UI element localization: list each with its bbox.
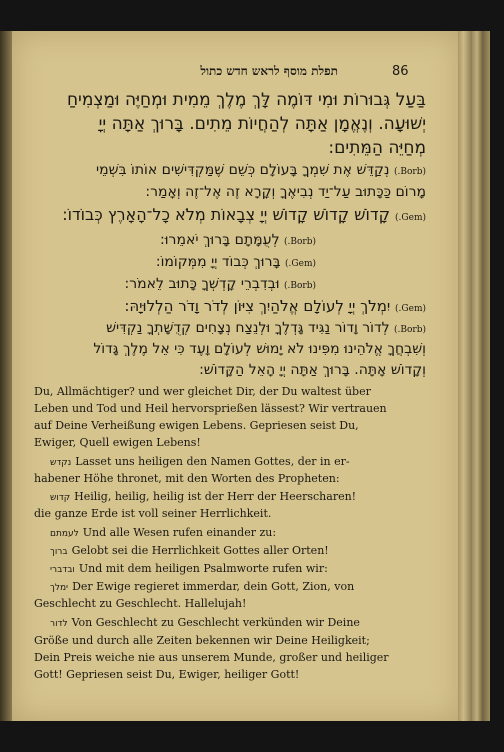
- german-line: Leben und Tod und Heil hervorsprießen lässest? Wir vertrauen: [34, 402, 387, 415]
- german-line: Du, Allmächtiger? und wer gleichet Dir, der Du waltest über: [34, 385, 371, 398]
- german-line: ברוך Gelobt sei die Herrlichkeit Gottes aller Orten!: [50, 544, 329, 557]
- hebrew-line: (Borb.) לְדוֹר וָדוֹר נַגִּיד גָּדְלֶךָ וּלְנֵצַח נְצָחִים קְדֻשָּׁתְךָ נַקְדִּישׁ: [106, 320, 426, 336]
- hebrew-line: (Gem.) בָּרוּךְ כְּבוֹד יְיָ מִמְּקוֹמוֹ:: [155, 254, 316, 270]
- german-line: Geschlecht zu Geschlecht. Hallelujah!: [34, 597, 247, 610]
- hebrew-line: בַּעַל גְּבוּרוֹת וּמִי דּוֹמֶה לָּךְ מֶלֶךְ מֵמִית וּמְחַיֶּה וּמַצְמִיחַ: [66, 90, 426, 110]
- hebrew-line: (Borb.) לְעֻמָּתָם בָּרוּךְ יֹאמֵרוּ:: [160, 232, 316, 248]
- german-line: Größe und durch alle Zeiten bekennen wir Deine Heiligkeit;: [34, 634, 370, 647]
- page-number: 86: [392, 64, 409, 79]
- german-line: ובדברי Und mit dem heiligen Psalmworte rufen wir:: [50, 562, 328, 575]
- german-line: לעמתם Und alle Wesen rufen einander zu:: [50, 526, 277, 539]
- hebrew-line: וְשִׁבְחֲךָ אֱלֹהֵינוּ מִפִּינוּ לֹא יָמוּשׁ לְעוֹלָם וָעֶד כִּי אֵל מֶלֶךְ גָּדוֹל: [93, 341, 426, 357]
- hebrew-line: יְשׁוּעָה. וְנֶאֱמָן אַתָּה לְהַחֲיוֹת מֵתִים. בָּרוּךְ אַתָּה יְיָ: [98, 114, 426, 134]
- hebrew-line: מְחַיֵּה הַמֵּתִים:: [328, 138, 426, 158]
- german-line: Gott! Gepriesen seist Du, Ewiger, heiliger Gott!: [34, 668, 300, 681]
- german-line: לדור Von Geschlecht zu Geschlecht verkünden wir Deine: [50, 616, 360, 629]
- hebrew-line: (Borb.) וּבְדִבְרֵי קָדְשְׁךָ כָּתוּב לֵאמֹר:: [124, 276, 316, 292]
- reader-label: (Gem.): [285, 259, 316, 269]
- page-edge: [458, 31, 472, 721]
- german-line: auf Deine Verheißung ewigen Lebens. Gepriesen seist Du,: [34, 419, 359, 432]
- page-header: [30, 64, 430, 82]
- reader-label: (Gem.): [395, 304, 426, 314]
- hebrew-catchword: לדור: [50, 619, 68, 629]
- german-line: נקדש Lasset uns heiligen den Namen Gottes, der in er-: [50, 455, 350, 468]
- hebrew-catchword: לעמתם: [50, 529, 79, 539]
- german-line: habener Höhe thronet, mit den Worten des Propheten:: [34, 472, 340, 485]
- reader-label: (Gem.): [395, 213, 426, 223]
- hebrew-line: מָרוֹם כַּכָּתוּב עַל־יַד נְבִיאֶךָ וְקָרָא זֶה אֶל־זֶה וְאָמַר:: [145, 184, 426, 200]
- reader-label: (Borb.): [284, 281, 316, 291]
- hebrew-catchword: קדוש: [50, 493, 71, 503]
- running-head: תפלת מוסף לראש חדש כתול: [200, 64, 338, 78]
- german-line: ימלך Der Ewige regieret immerdar, dein Gott, Zion, von: [50, 580, 355, 593]
- hebrew-catchword: ברוך: [50, 547, 68, 557]
- hebrew-line: (Gem.) יִמְלֹךְ יְיָ לְעוֹלָם אֱלֹהַיִךְ צִיּוֹן לְדֹר וָדֹר הַלְלוּיָהּ:: [124, 297, 426, 315]
- german-line: die ganze Erde ist voll seiner Herrlichkeit.: [34, 507, 272, 520]
- page-edge: [472, 31, 482, 721]
- german-line: Ewiger, Quell ewigen Lebens!: [34, 436, 201, 449]
- german-line: Dein Preis weiche nie aus unserem Munde, großer und heiliger: [34, 651, 389, 664]
- hebrew-catchword: ימלך: [50, 583, 69, 593]
- german-line: קדוש Heilig, heilig, heilig ist der Herr der Heerscharen!: [50, 490, 357, 503]
- book-spine-shadow: [0, 31, 12, 721]
- hebrew-line: (Borb.) נְקַדֵּשׁ אֶת שִׁמְךָ בָּעוֹלָם כְּשֵׁם שֶׁמַּקְדִּישִׁים אוֹתוֹ בִּשְׁמֵי: [95, 162, 426, 178]
- hebrew-catchword: ובדברי: [50, 565, 75, 575]
- hebrew-catchword: נקדש: [50, 458, 72, 468]
- hebrew-line: (Gem.) קָדוֹשׁ קָדוֹשׁ קָדוֹשׁ יְיָ צְבָאוֹת מְלֹא כָל־הָאָרֶץ כְּבוֹדוֹ:: [62, 205, 426, 224]
- hebrew-line: וְקָדוֹשׁ אָתָּה. בָּרוּךְ אַתָּה יְיָ הָאֵל הַקָּדוֹשׁ:: [199, 362, 426, 378]
- reader-label: (Borb.): [284, 237, 316, 247]
- page-edge: [482, 31, 490, 721]
- reader-label: (Borb.): [394, 167, 426, 177]
- reader-label: (Borb.): [394, 325, 426, 335]
